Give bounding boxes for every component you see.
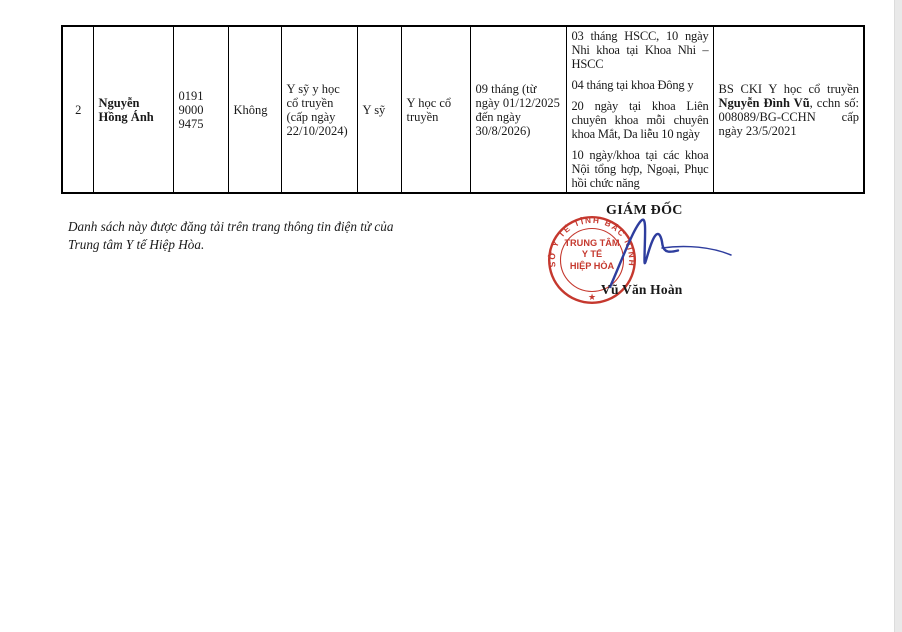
publication-note <box>68 218 488 254</box>
supervisor-suffix: , cchn số: 008089/BG-CCHN cấp ngày 23/5/2021 <box>718 95 860 138</box>
cell-practice-status: Không <box>228 26 281 193</box>
cell-specialty: Y học cổ truyền <box>401 26 470 193</box>
stamp-center-line3: HIỆP HÒA <box>569 261 615 271</box>
stamp-center-line1: TRUNG TÂM <box>564 238 620 248</box>
training-paragraph: 10 ngày/khoa tại các khoa Nội tổng hợp, Ngoại, Phục hồi chức năng <box>571 148 709 190</box>
training-paragraph: 20 ngày tại khoa Liên chuyên khoa mỗi chuyên khoa Mắt, Da liễu 10 ngày <box>571 99 709 141</box>
stamp-star-icon: ★ <box>587 292 597 302</box>
supervisor-name: Nguyễn Đình Vũ <box>718 95 810 110</box>
stamp-ring-text: SỞ Y TẾ TỈNH BẮC NINH <box>547 215 637 268</box>
practitioner-table <box>61 25 865 194</box>
cell-supervisor <box>713 26 864 193</box>
publication-note-line1: Danh sách này được đăng tải trên trang thông tin điện tử của <box>68 219 394 234</box>
cell-name: Nguyễn Hồng Ánh <box>93 26 173 193</box>
director-title: GIÁM ĐỐC <box>606 203 683 218</box>
cell-certificate: Y sỹ y học cổ truyền (cấp ngày 22/10/2024) <box>281 26 357 193</box>
cell-id-number: 0191 9000 9475 <box>173 26 228 193</box>
viewer-gutter <box>894 0 902 632</box>
signature-main-stroke <box>610 220 678 287</box>
training-paragraph: 03 tháng HSCC, 10 ngày Nhi khoa tại Khoa Nhi – HSCC <box>571 29 709 71</box>
cell-training-plan <box>566 26 713 193</box>
stamp-center-line2: Y TẾ <box>581 249 603 259</box>
cell-duration: 09 tháng (từ ngày 01/12/2025 đến ngày 30/8/2026) <box>470 26 566 193</box>
table-row <box>62 26 864 193</box>
publication-note-line2: Trung tâm Y tế Hiệp Hòa. <box>68 237 205 252</box>
training-paragraph: 04 tháng tại khoa Đông y <box>571 78 694 92</box>
signer-name: Vũ Văn Hoàn <box>601 282 683 297</box>
cell-title: Y sỹ <box>357 26 401 193</box>
supervisor-prefix: BS CKI Y học cổ truyền <box>718 81 859 96</box>
cell-row-number: 2 <box>62 26 93 193</box>
